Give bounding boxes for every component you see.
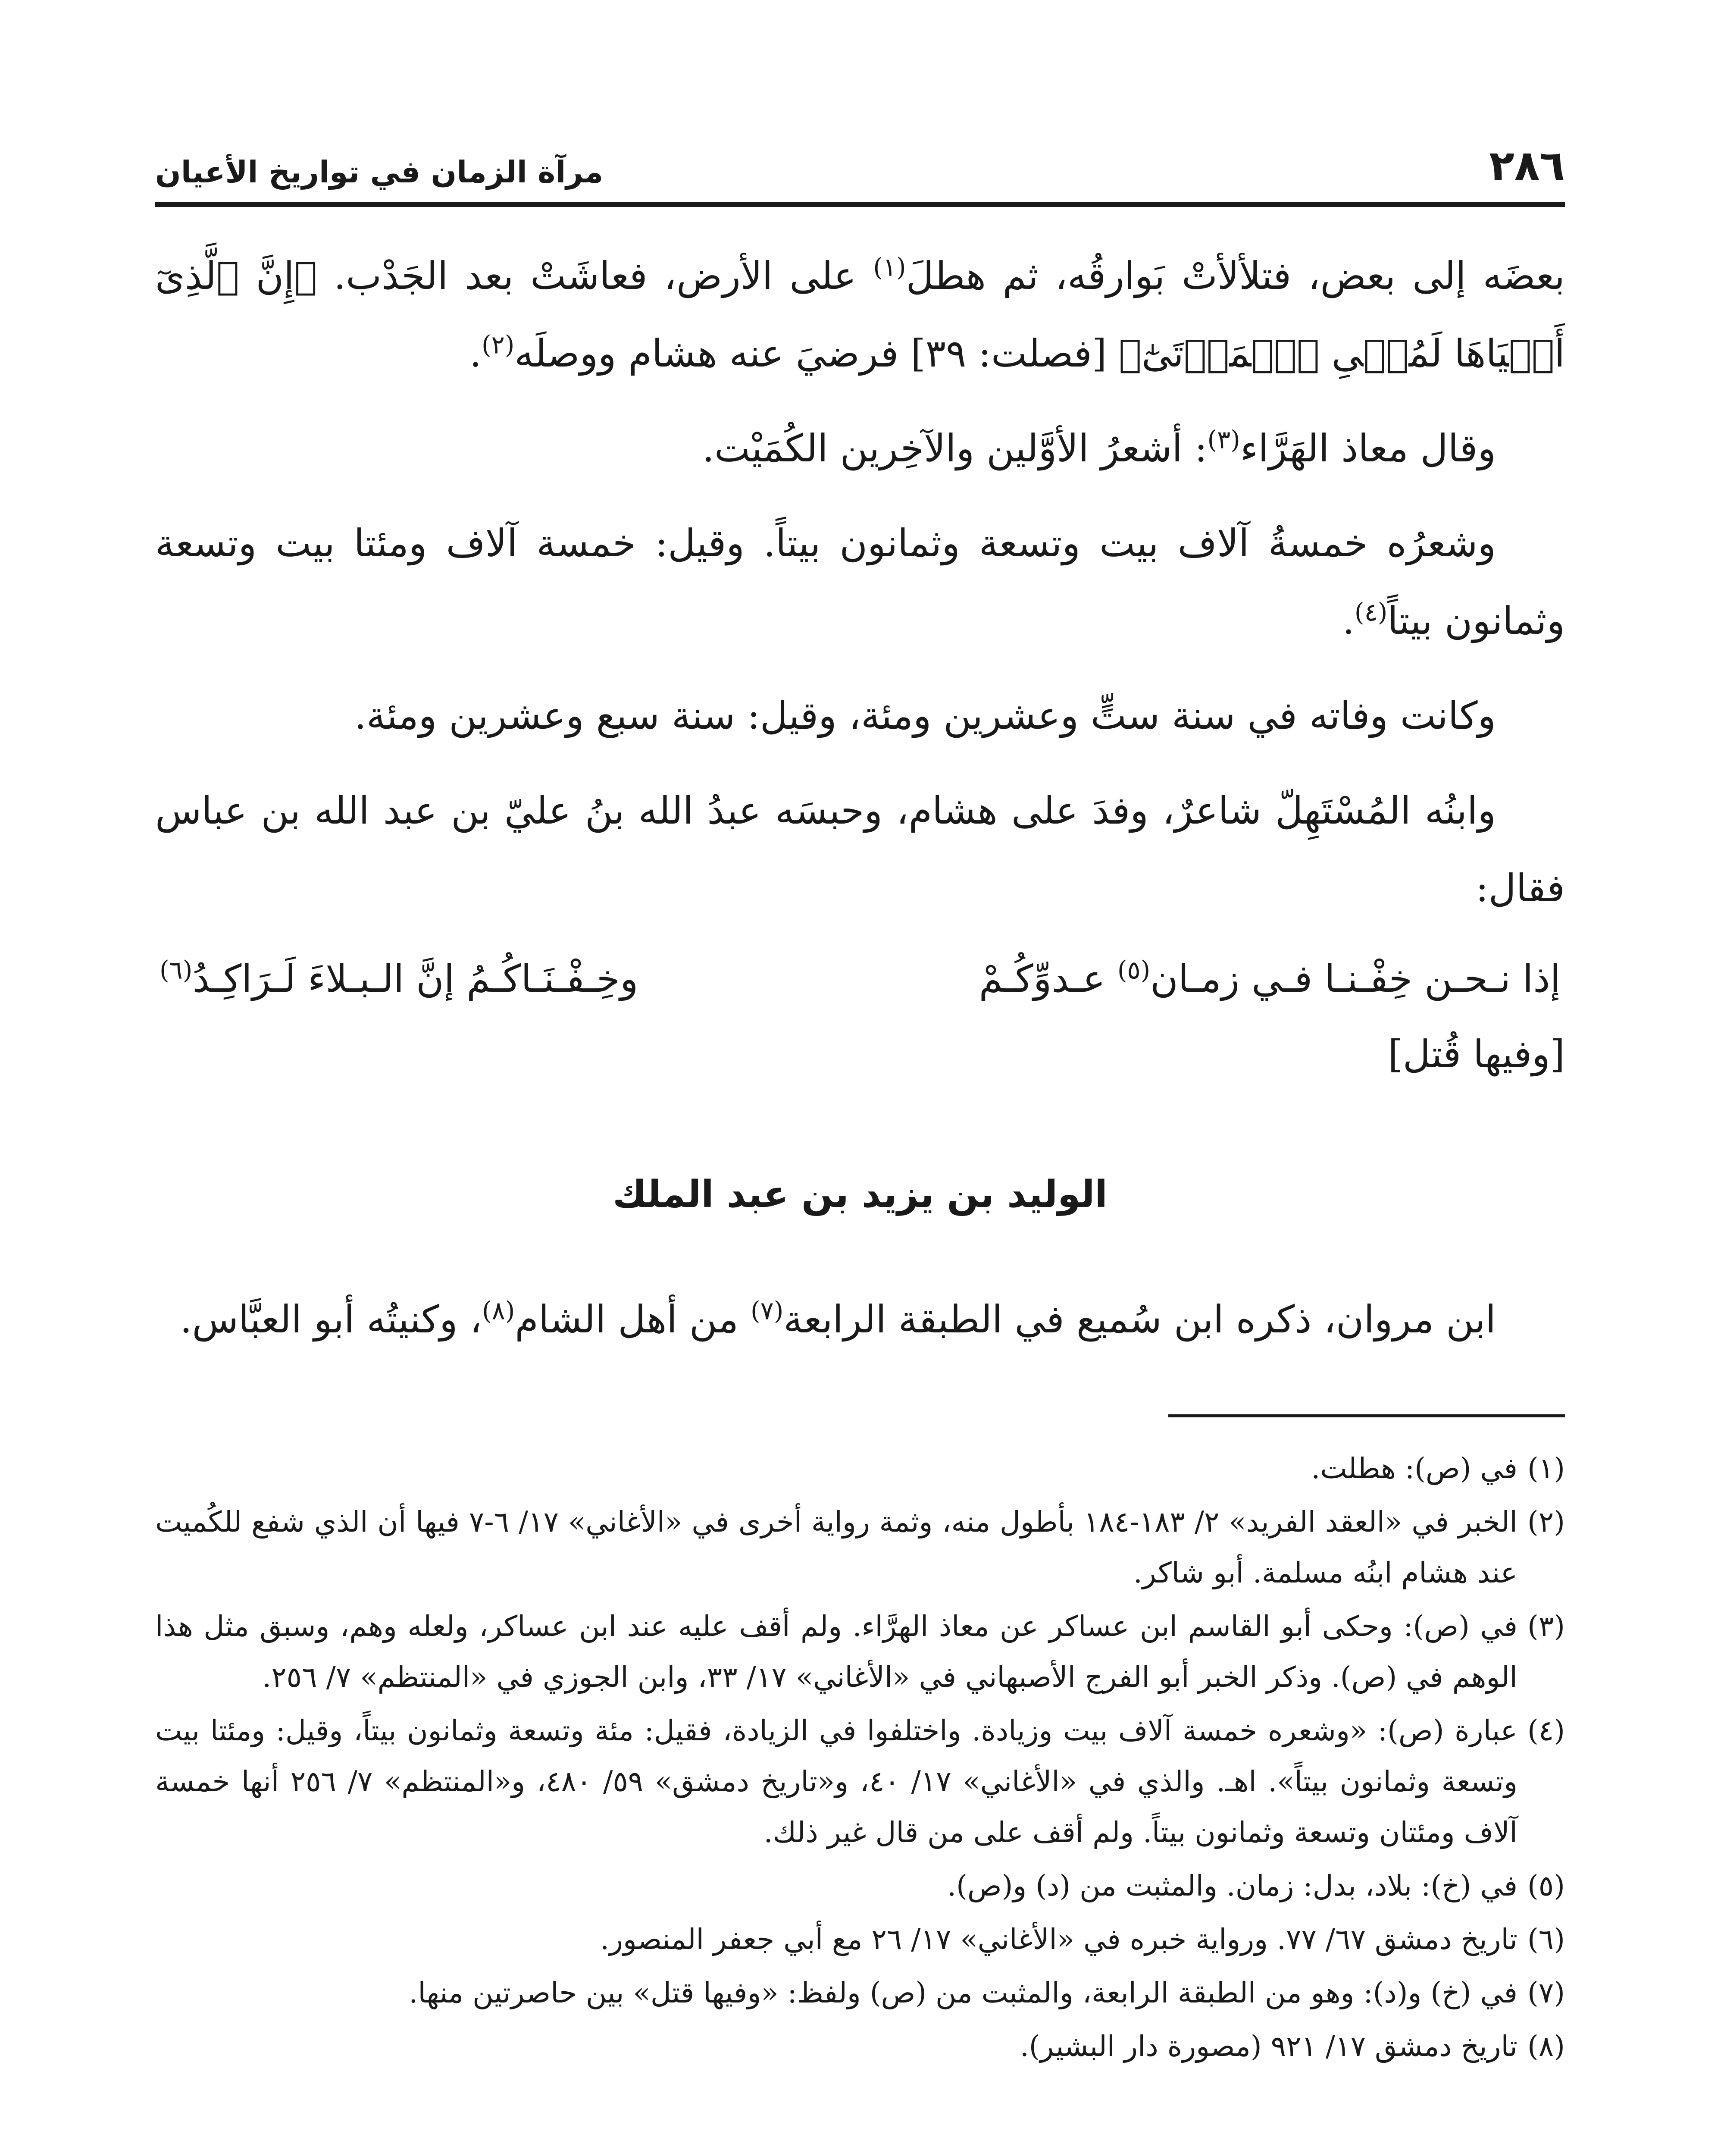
- footnote: [155, 1861, 1565, 1912]
- verse-first-hemistich: [979, 940, 1561, 1018]
- bracketed-note: [وفيها قُتل]: [1388, 1032, 1565, 1076]
- footnote: [155, 1497, 1565, 1598]
- footnote-marker: (١): [873, 252, 906, 282]
- paragraph: وكانت وفاته في سنة ستٍّ وعشرين ومئة، وقيل: سنة سبع وعشرين ومئة.: [354, 693, 1496, 738]
- footnote-text: تاريخ دمشق ١٧/ ٩٢١ (مصورة دار البشير).: [1020, 2030, 1517, 2063]
- footnote-text: في (خ): بلاد، بدل: زمان. والمثبت من (د) و(ص).: [947, 1869, 1517, 1902]
- paragraph: [155, 237, 1565, 392]
- text-segment: ابن مروان، ذكره ابن سُميع في الطبقة الرابعة: [783, 1297, 1496, 1341]
- main-text: [155, 237, 1565, 1358]
- text-segment: ، وكنيتُه أبو العبَّاس.: [180, 1297, 482, 1341]
- footnote: [155, 2021, 1565, 2072]
- footnote-number: (٣): [1527, 1610, 1565, 1643]
- text-segment: .: [1342, 599, 1355, 643]
- text-segment: على الأرض، فعاشَتْ بعد الجَدْب. ﴿إِنَّ ٱلَّذِىٓ أَحۡيَاهَا لَمُحۡىِ ٱلۡمَوۡتَىٰٓ﴾ [فصلت: ٣٩] فرضيَ عنه هشام ووصلَه: [155, 254, 1565, 376]
- footnote-marker: (٨): [482, 1296, 515, 1326]
- paragraph: وابنُه المُسْتَهِلّ شاعرٌ، وفدَ على هشام، وحبسَه عبدُ الله بنُ عليّ بن عبد الله بن عباس فقال:: [155, 788, 1565, 910]
- text-segment: وشعرُه خمسةُ آلاف بيت وتسعة وثمانون بيتاً. وقيل: خمسة آلاف ومئتا بيت وتسعة وثمانون بيتاً: [155, 521, 1565, 643]
- page-number: ٢٨٦: [1489, 141, 1565, 190]
- footnote: [155, 1443, 1565, 1494]
- footnotes: [155, 1443, 1565, 2072]
- footnote: [155, 1914, 1565, 1965]
- text-segment: إذا نـحـن خِفْـنـا فـي زمـان: [1150, 956, 1561, 1001]
- poem-verse: [155, 940, 1565, 1018]
- text-segment: بعضَه إلى بعض، فتلألأتْ بَوارقُه، ثم هطلَ: [906, 254, 1565, 298]
- footnote-number: (٢): [1527, 1505, 1565, 1539]
- footnote: [155, 1968, 1565, 2018]
- footnote-marker: (٤): [1354, 597, 1388, 627]
- paragraph: [155, 410, 1565, 487]
- footnote: [155, 1601, 1565, 1703]
- verse-second-hemistich: [160, 940, 638, 1018]
- footnote: [155, 1705, 1565, 1858]
- footnote-text: تاريخ دمشق ٦٧/ ٧٧. ورواية خبره في «الأغاني» ١٧/ ٢٦ مع أبي جعفر المنصور.: [600, 1923, 1517, 1956]
- footnote-marker: (٣): [1207, 425, 1240, 454]
- text-segment: : أشعرُ الأوَّلين والآخِرين الكُمَيْت.: [702, 426, 1208, 470]
- footnote-marker: (٦): [160, 955, 193, 985]
- entry-heading: الوليد بن يزيد بن عبد الملك: [613, 1173, 1108, 1216]
- running-header: [155, 125, 1565, 207]
- footnote-number: (٤): [1527, 1714, 1565, 1747]
- paragraph: [155, 1281, 1565, 1358]
- footnote-text: في (ص): وحكى أبو القاسم ابن عساكر عن معاذ الهرَّاء. ولم أقف عليه عند ابن عساكر، ولعله وهم، وسبق مثل هذا الوهم في (ص). وذكر الخبر أبو الفرج الأصبهاني في «الأغاني» ١٧/ ٣٣، وابن الجوزي في «المنتظم» ٧/ ٢٥٦.: [155, 1610, 1517, 1694]
- footnote-text: في (خ) و(د): وهو من الطبقة الرابعة، والمثبت من (ص) ولفظ: «وفيها قتل» بين حاصرتين منها.: [409, 1976, 1517, 2009]
- footnote-marker: (٢): [481, 330, 515, 360]
- footnote-marker: (٥): [1117, 955, 1151, 985]
- footnote-text: الخبر في «العقد الفريد» ٢/ ١٨٣-١٨٤ بأطول منه، وثمة رواية أخرى في «الأغاني» ١٧/ ٦-٧ فيها أن الذي شفع للكُميت عند هشام ابنُه مسلمة. أبو شاكر.: [155, 1505, 1518, 1589]
- footnote-number: (١): [1527, 1452, 1565, 1485]
- footnote-number: (٨): [1527, 2030, 1565, 2063]
- footnote-text: عبارة (ص): «وشعره خمسة آلاف بيت وزيادة. واختلفوا في الزيادة، فقيل: مئة وتسعة وثمانون بيتاً، وقيل: ومئتا بيت وتسعة وثمانون بيتاً». اهـ. والذي في «الأغاني» ١٧/ ٤٠، و«تاريخ دمشق» ٥٩/ ٤٨٠، و«المنتظم» ٧/ ٢٥٦ أنها خمسة آلاف ومئتان وتسعة وثمانون بيتاً. ولم أقف على من قال غير ذلك.: [155, 1714, 1517, 1849]
- footnote-number: (٦): [1527, 1923, 1565, 1956]
- text-segment: عـدوِّكُـمْ: [979, 956, 1117, 1001]
- book-title: مرآة الزمان في تواريخ الأعيان: [155, 154, 604, 190]
- footnote-text: في (ص): هطلت.: [1311, 1452, 1517, 1485]
- text-segment: وقال معاذ الهَرَّاء: [1240, 426, 1496, 470]
- text-segment: وخِـفْـنَـاكُـمُ إنَّ الـبـلاءَ لَـرَاكِـدُ: [192, 956, 638, 1001]
- footnote-divider: [1168, 1414, 1565, 1417]
- book-page: [155, 125, 1565, 2156]
- footnote-number: (٥): [1527, 1869, 1565, 1902]
- text-segment: .: [469, 331, 482, 376]
- text-segment: من أهل الشام: [515, 1297, 751, 1341]
- footnote-marker: (٧): [750, 1296, 784, 1326]
- paragraph: [155, 505, 1565, 660]
- footnote-number: (٧): [1527, 1976, 1565, 2009]
